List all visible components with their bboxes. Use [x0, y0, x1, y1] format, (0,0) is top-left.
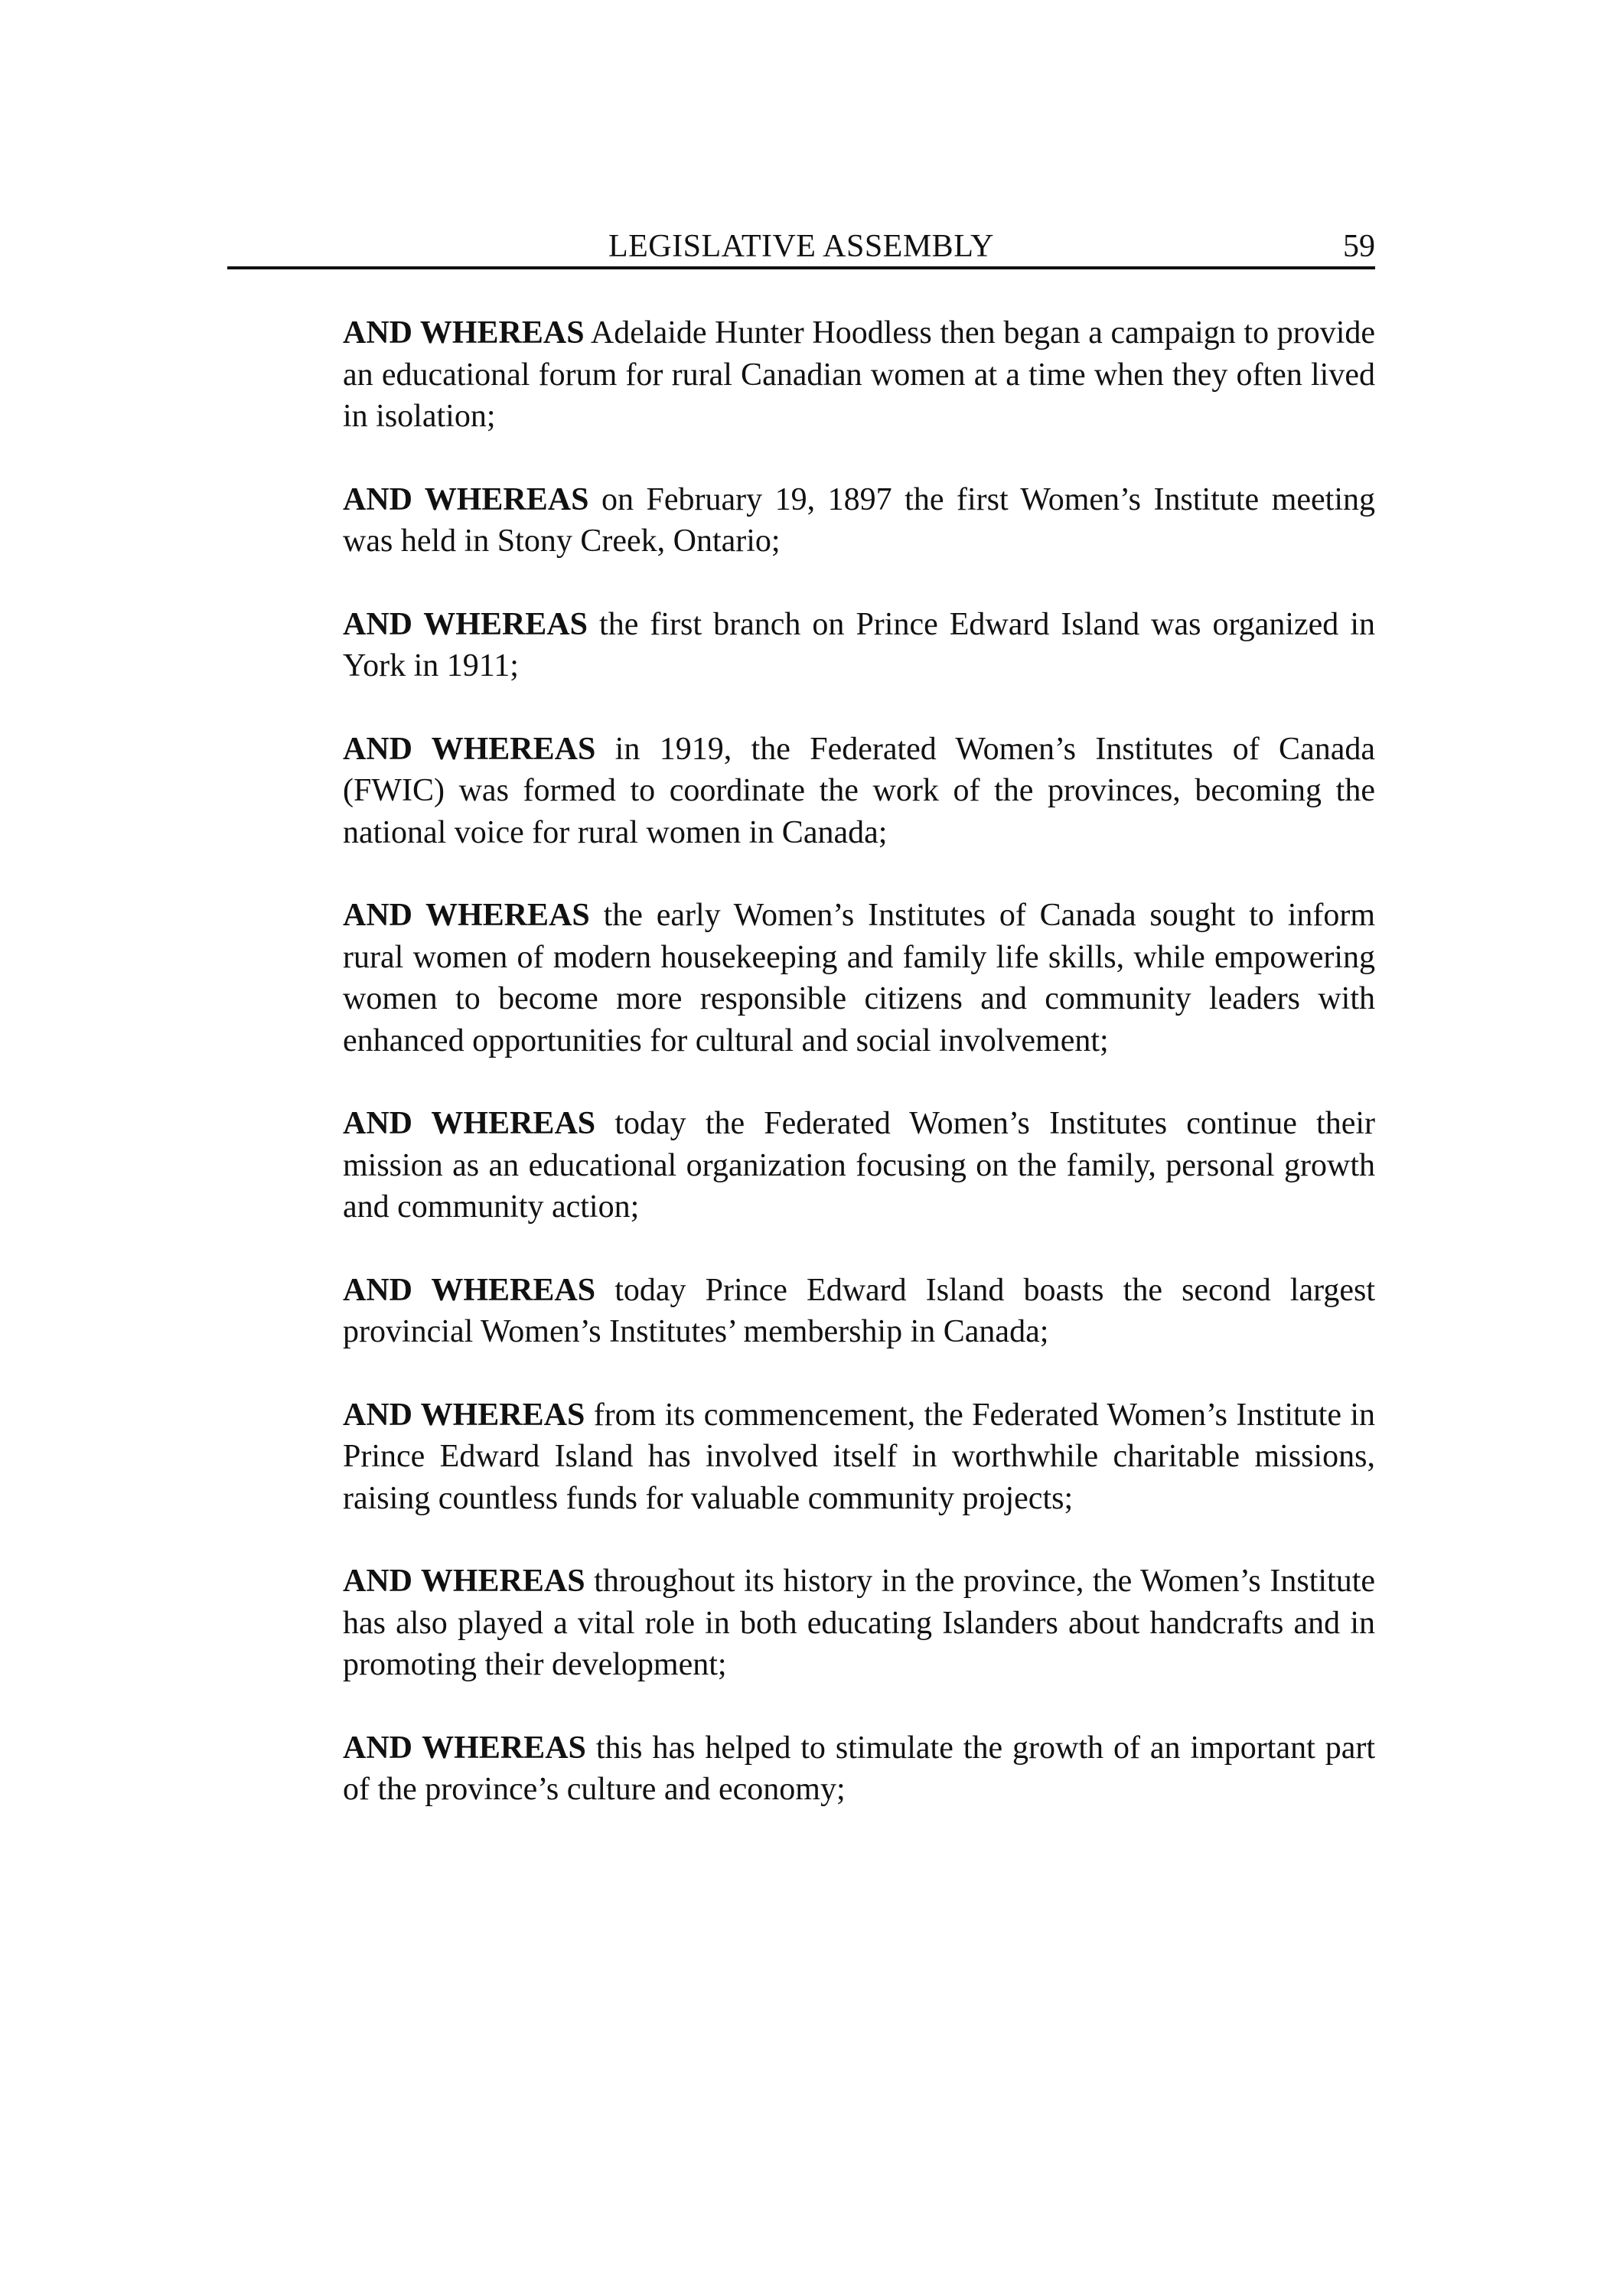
- clause-text: in 1919, the Federated Women’s Institutes of Canada (FWIC) was formed to coordinate the work of the provinces, becoming the national voice for rural women in Canada;: [343, 731, 1375, 850]
- clause-lead: AND WHEREAS: [343, 898, 590, 933]
- whereas-clause: [343, 479, 1375, 563]
- clause-lead: AND WHEREAS: [343, 1397, 585, 1433]
- clause-text: from its commencement, the Federated Women’s Institute in Prince Edward Island has involved itself in worthwhile charitable missions, raising countless funds for valuable community projects;: [343, 1397, 1376, 1516]
- clause-text: on February 19, 1897 the first Women’s Institute meeting was held in Stony Creek, Ontario;: [343, 481, 1375, 559]
- header-rule: [227, 266, 1375, 269]
- clause-lead: AND WHEREAS: [343, 481, 589, 517]
- whereas-clause: [343, 1103, 1375, 1228]
- clause-lead: AND WHEREAS: [343, 731, 596, 767]
- page-number: 59: [1343, 229, 1375, 264]
- clause-text: today Prince Edward Island boasts the second largest provincial Women’s Institutes’ membership in Canada;: [343, 1272, 1376, 1349]
- clause-lead: AND WHEREAS: [343, 1564, 585, 1599]
- clause-text: today the Federated Women’s Institutes continue their mission as an educational organization focusing on the family, personal growth and community action;: [343, 1106, 1376, 1225]
- clause-text: the early Women’s Institutes of Canada sought to inform rural women of modern housekeeping and family life skills, while empowering women to become more responsible citizens and community leaders with enhanced opportunities for cultural and social involvement;: [343, 898, 1376, 1058]
- clause-lead: AND WHEREAS: [343, 606, 588, 642]
- whereas-clause: [343, 1270, 1375, 1353]
- running-header: [227, 223, 1375, 269]
- clause-text: this has helped to stimulate the growth of an important part of the province’s culture and economy;: [343, 1730, 1375, 1807]
- clause-lead: AND WHEREAS: [343, 315, 585, 351]
- whereas-clause: [343, 1394, 1375, 1520]
- whereas-clause: [343, 895, 1375, 1062]
- clause-lead: AND WHEREAS: [343, 1272, 596, 1308]
- whereas-clause: [343, 1727, 1375, 1811]
- clause-text: throughout its history in the province, the Women’s Institute has also played a vital role in both educating Islanders about handcrafts and in promoting their development;: [343, 1564, 1376, 1682]
- whereas-clause: [343, 604, 1375, 687]
- clause-text: Adelaide Hunter Hoodless then began a campaign to provide an educational forum for rural Canadian women at a time when they often lived in isolation;: [343, 315, 1376, 434]
- header-title: LEGISLATIVE ASSEMBLY: [608, 229, 994, 264]
- whereas-clause: [343, 1561, 1375, 1686]
- clause-lead: AND WHEREAS: [343, 1106, 596, 1141]
- resolution-body: [343, 312, 1375, 1852]
- clause-text: the first branch on Prince Edward Island was organized in York in 1911;: [343, 606, 1376, 683]
- whereas-clause: [343, 729, 1375, 854]
- clause-lead: AND WHEREAS: [343, 1730, 586, 1766]
- whereas-clause: [343, 312, 1375, 438]
